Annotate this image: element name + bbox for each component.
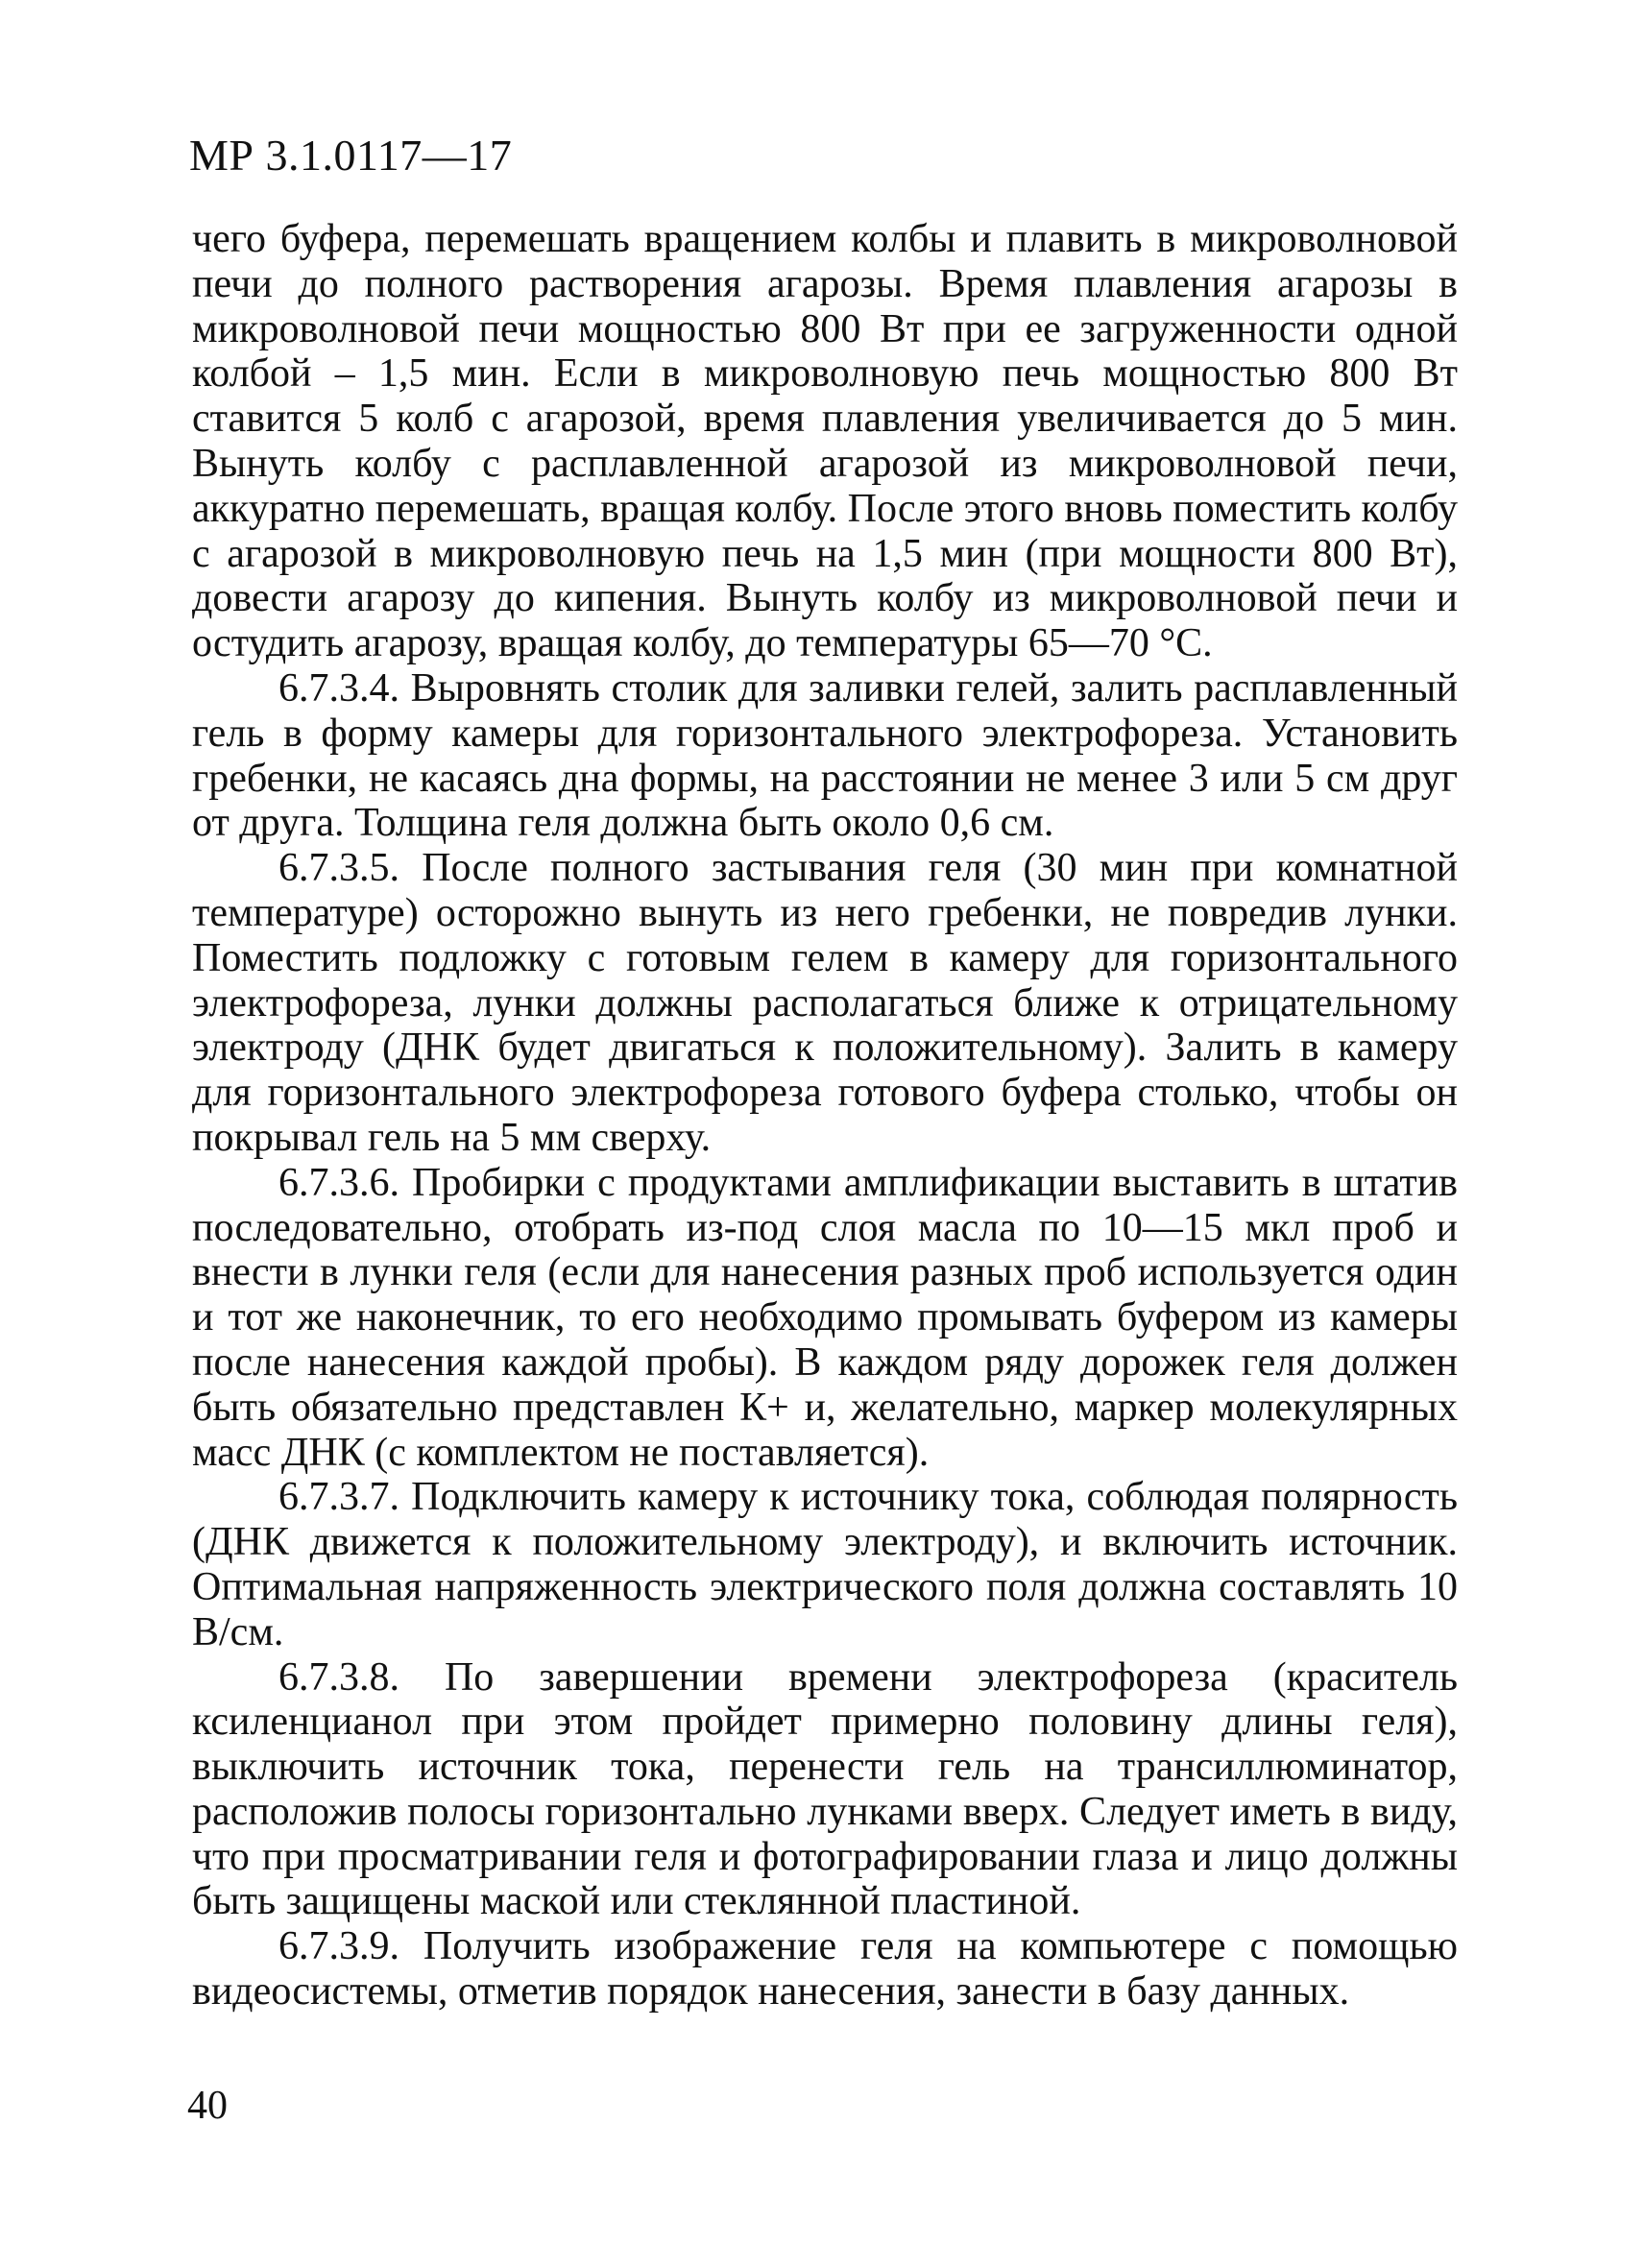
paragraph-6-7-3-4: 6.7.3.4. Выровнять столик для заливки гелей, залить расплавленный гель в форму камеры для горизонтального электрофореза. Установить гребенки, не касаясь дна формы, на расстоянии не менее 3 или 5 см друг от друга. Толщина геля должна быть около 0,6 см. — [192, 665, 1458, 846]
page-number: 40 — [187, 2084, 228, 2128]
paragraph-6-7-3-8: 6.7.3.8. По завершении времени электрофореза (краситель ксиленцианол при этом пройдет примерно половину длины геля), выключить источник тока, перенести гель на трансиллюминатор, расположив полосы горизонтально лунками вверх. Следует иметь в виду, что при просматривании геля и фотографировании глаза и лицо должны быть защищены маской или стеклянной пластиной. — [192, 1654, 1458, 1924]
paragraph-6-7-3-6: 6.7.3.6. Пробирки с продуктами амплификации выставить в штатив последовательно, отобрать из-под слоя масла по 10—15 мкл проб и внести в лунки геля (если для нанесения разных проб используется один и тот же наконечник, то его необходимо промывать буфером из камеры после нанесения каждой пробы). В каждом ряду дорожек геля должен быть обязательно представлен К+ и, желательно, маркер молекулярных масс ДНК (с комплектом не поставляется). — [192, 1160, 1458, 1475]
document-code-header: МР 3.1.0117—17 — [189, 131, 513, 180]
paragraph-6-7-3-9: 6.7.3.9. Получить изображение геля на компьютере с помощью видеосистемы, отметив порядок нанесения, занести в базу данных. — [192, 1924, 1458, 2015]
paragraph-6-7-3-5: 6.7.3.5. После полного застывания геля (30 мин при комнатной температуре) осторожно вынуть из него гребенки, не повредив лунки. Поместить подложку с готовым гелем в камеру для горизонтального электрофореза, лунки должны располагаться ближе к отрицательному электроду (ДНК будет двигаться к положительному). Залить в камеру для горизонтального электрофореза готового буфера столько, чтобы он покрывал гель на 5 мм сверху. — [192, 846, 1458, 1160]
document-body — [192, 217, 1458, 2015]
paragraph-6-7-3-7: 6.7.3.7. Подключить камеру к источнику тока, соблюдая полярность (ДНК движется к положительному электроду), и включить источник. Оптимальная напряженность электрического поля должна составлять 10 В/см. — [192, 1475, 1458, 1654]
paragraph-continuation: чего буфера, перемешать вращением колбы и плавить в микроволновой печи до полного растворения агарозы. Время плавления агарозы в микроволновой печи мощностью 800 Вт при ее загруженности одной колбой – 1,5 мин. Если в микроволновую печь мощностью 800 Вт ставится 5 колб с агарозой, время плавления увеличивается до 5 мин. Вынуть колбу с расплавленной агарозой из микроволновой печи, аккуратно перемешать, вращая колбу. После этого вновь поместить колбу с агарозой в микроволновую печь на 1,5 мин (при мощности 800 Вт), довести агарозу до кипения. Вынуть колбу из микроволновой печи и остудить агарозу, вращая колбу, до температуры 65—70 °С. — [192, 217, 1458, 666]
